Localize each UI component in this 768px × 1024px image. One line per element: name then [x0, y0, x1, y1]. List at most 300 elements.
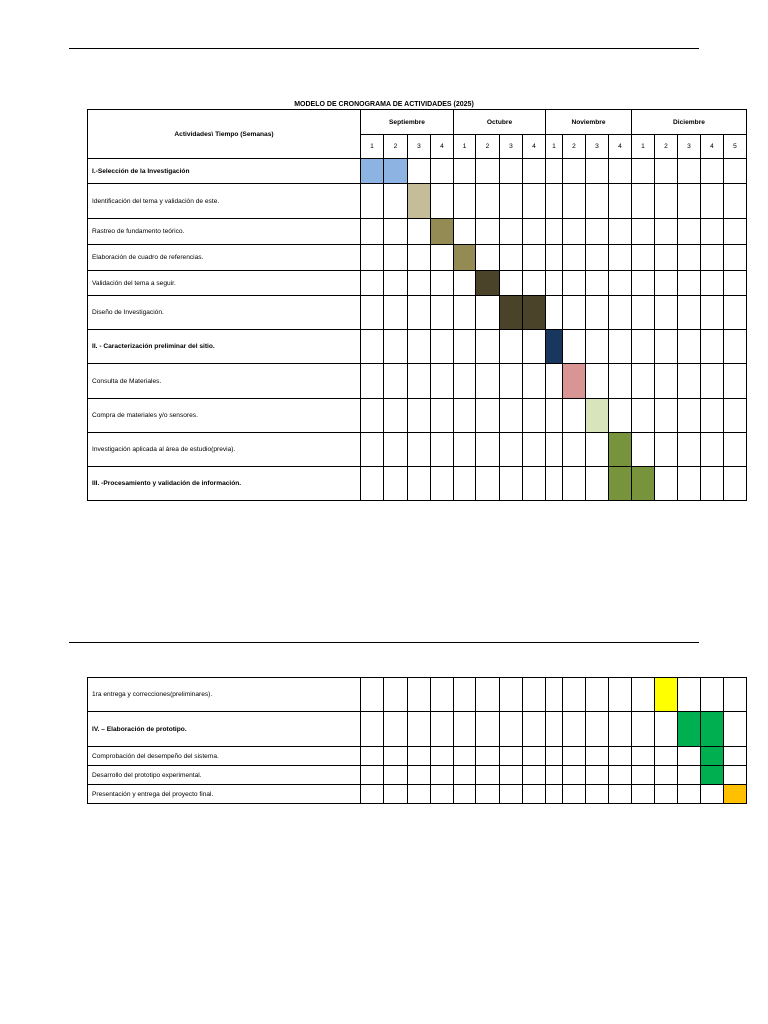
week-cell	[546, 747, 563, 766]
week-number: 1	[361, 135, 384, 159]
week-cell	[476, 296, 500, 330]
week-cell	[701, 296, 724, 330]
filled-week-cell	[701, 747, 724, 766]
week-cell	[546, 296, 563, 330]
week-cell	[724, 330, 747, 364]
week-cell	[384, 271, 408, 296]
week-cell	[609, 296, 632, 330]
filled-week-cell	[523, 296, 546, 330]
week-number: 1	[454, 135, 476, 159]
week-cell	[563, 296, 586, 330]
week-cell	[546, 785, 563, 804]
week-cell	[724, 467, 747, 501]
activity-label: Rastreo de fundamento teórico.	[88, 219, 361, 245]
week-cell	[500, 766, 523, 785]
week-cell	[384, 747, 408, 766]
activity-label: Consulta de Materiales.	[88, 364, 361, 399]
week-cell	[632, 184, 655, 219]
week-cell	[701, 433, 724, 467]
week-number: 3	[586, 135, 609, 159]
week-cell	[476, 467, 500, 501]
week-cell	[609, 245, 632, 271]
week-cell	[454, 467, 476, 501]
week-cell	[724, 245, 747, 271]
week-cell	[500, 330, 523, 364]
week-cell	[701, 678, 724, 712]
week-cell	[678, 330, 701, 364]
week-cell	[701, 159, 724, 184]
week-cell	[431, 184, 454, 219]
week-cell	[546, 678, 563, 712]
week-cell	[655, 712, 678, 747]
week-cell	[563, 219, 586, 245]
week-cell	[724, 159, 747, 184]
filled-week-cell	[724, 785, 747, 804]
activity-row	[88, 184, 747, 219]
week-cell	[523, 245, 546, 271]
week-cell	[655, 330, 678, 364]
week-cell	[384, 766, 408, 785]
week-cell	[546, 399, 563, 433]
week-number: 3	[678, 135, 701, 159]
week-cell	[632, 245, 655, 271]
week-cell	[701, 785, 724, 804]
month-header: Noviembre	[546, 110, 632, 135]
filled-week-cell	[632, 467, 655, 501]
week-cell	[454, 219, 476, 245]
week-cell	[523, 219, 546, 245]
week-cell	[724, 271, 747, 296]
week-cell	[476, 747, 500, 766]
schedule-table-continued	[87, 677, 747, 804]
week-cell	[523, 712, 546, 747]
week-cell	[500, 747, 523, 766]
week-cell	[586, 184, 609, 219]
week-cell	[724, 184, 747, 219]
week-cell	[361, 245, 384, 271]
week-cell	[701, 245, 724, 271]
week-cell	[632, 399, 655, 433]
week-cell	[500, 785, 523, 804]
activity-label: Desarrollo del prototipo experimental.	[88, 766, 361, 785]
week-cell	[632, 766, 655, 785]
activity-row	[88, 271, 747, 296]
week-cell	[586, 766, 609, 785]
filled-week-cell	[361, 159, 384, 184]
page-break-rule	[69, 642, 699, 643]
filled-week-cell	[476, 271, 500, 296]
week-cell	[361, 467, 384, 501]
week-cell	[678, 433, 701, 467]
week-cell	[546, 364, 563, 399]
week-cell	[586, 219, 609, 245]
week-cell	[546, 766, 563, 785]
week-number: 4	[523, 135, 546, 159]
week-cell	[523, 271, 546, 296]
week-cell	[546, 271, 563, 296]
week-cell	[655, 766, 678, 785]
week-cell	[563, 184, 586, 219]
activity-row	[88, 467, 747, 501]
month-header: Septiembre	[361, 110, 454, 135]
week-cell	[678, 785, 701, 804]
week-cell	[678, 364, 701, 399]
week-cell	[384, 399, 408, 433]
week-number: 2	[476, 135, 500, 159]
week-cell	[632, 330, 655, 364]
activity-row	[88, 433, 747, 467]
activity-row	[88, 159, 747, 184]
week-cell	[476, 159, 500, 184]
week-cell	[678, 159, 701, 184]
week-cell	[384, 785, 408, 804]
week-cell	[361, 184, 384, 219]
filled-week-cell	[500, 296, 523, 330]
month-header: Diciembre	[632, 110, 747, 135]
week-cell	[563, 245, 586, 271]
week-number: 5	[724, 135, 747, 159]
week-number: 4	[431, 135, 454, 159]
week-cell	[609, 678, 632, 712]
week-cell	[476, 245, 500, 271]
activity-row	[88, 364, 747, 399]
week-cell	[678, 467, 701, 501]
week-cell	[632, 271, 655, 296]
week-cell	[724, 219, 747, 245]
week-cell	[361, 330, 384, 364]
week-cell	[431, 766, 454, 785]
week-cell	[476, 678, 500, 712]
week-cell	[701, 271, 724, 296]
week-cell	[563, 330, 586, 364]
week-cell	[586, 364, 609, 399]
week-cell	[563, 159, 586, 184]
week-cell	[563, 433, 586, 467]
week-cell	[586, 712, 609, 747]
week-cell	[586, 433, 609, 467]
week-cell	[632, 747, 655, 766]
filled-week-cell	[408, 184, 431, 219]
week-cell	[655, 159, 678, 184]
week-cell	[678, 184, 701, 219]
week-cell	[476, 364, 500, 399]
week-cell	[563, 785, 586, 804]
week-number: 3	[408, 135, 431, 159]
week-cell	[408, 296, 431, 330]
week-cell	[500, 433, 523, 467]
week-cell	[431, 467, 454, 501]
filled-week-cell	[384, 159, 408, 184]
week-cell	[431, 330, 454, 364]
week-cell	[609, 330, 632, 364]
top-rule	[69, 48, 699, 49]
week-cell	[586, 245, 609, 271]
week-cell	[454, 712, 476, 747]
week-number: 1	[632, 135, 655, 159]
week-cell	[384, 219, 408, 245]
week-cell	[563, 271, 586, 296]
week-cell	[655, 785, 678, 804]
week-cell	[523, 159, 546, 184]
week-cell	[408, 364, 431, 399]
week-cell	[632, 678, 655, 712]
week-cell	[454, 678, 476, 712]
activity-row	[88, 245, 747, 271]
week-cell	[523, 399, 546, 433]
week-cell	[546, 433, 563, 467]
week-number: 2	[563, 135, 586, 159]
activity-row	[88, 330, 747, 364]
schedule-table	[87, 109, 747, 501]
week-cell	[586, 467, 609, 501]
week-cell	[454, 785, 476, 804]
week-cell	[500, 184, 523, 219]
week-cell	[500, 712, 523, 747]
week-cell	[563, 678, 586, 712]
week-number: 4	[609, 135, 632, 159]
filled-week-cell	[431, 219, 454, 245]
week-cell	[678, 245, 701, 271]
week-cell	[724, 296, 747, 330]
week-cell	[609, 766, 632, 785]
filled-week-cell	[609, 467, 632, 501]
week-cell	[500, 467, 523, 501]
week-cell	[701, 219, 724, 245]
week-cell	[655, 245, 678, 271]
week-cell	[563, 766, 586, 785]
activity-label: Validación del tema a seguir.	[88, 271, 361, 296]
week-cell	[678, 399, 701, 433]
activity-row	[88, 785, 747, 804]
week-number: 3	[500, 135, 523, 159]
week-cell	[586, 330, 609, 364]
week-cell	[454, 399, 476, 433]
filled-week-cell	[609, 433, 632, 467]
week-cell	[724, 399, 747, 433]
week-cell	[408, 433, 431, 467]
week-cell	[632, 159, 655, 184]
week-cell	[701, 467, 724, 501]
filled-week-cell	[546, 330, 563, 364]
week-cell	[361, 678, 384, 712]
week-cell	[408, 712, 431, 747]
week-cell	[609, 219, 632, 245]
week-cell	[454, 747, 476, 766]
week-cell	[724, 433, 747, 467]
week-cell	[655, 399, 678, 433]
week-cell	[523, 678, 546, 712]
filled-week-cell	[655, 678, 678, 712]
week-cell	[476, 330, 500, 364]
filled-week-cell	[678, 712, 701, 747]
activity-row	[88, 219, 747, 245]
week-cell	[431, 433, 454, 467]
week-number: 1	[546, 135, 563, 159]
week-cell	[632, 364, 655, 399]
week-cell	[476, 766, 500, 785]
week-cell	[384, 467, 408, 501]
week-cell	[408, 245, 431, 271]
week-cell	[476, 785, 500, 804]
week-cell	[563, 712, 586, 747]
week-cell	[546, 245, 563, 271]
week-cell	[361, 296, 384, 330]
week-cell	[655, 364, 678, 399]
month-header: Octubre	[454, 110, 546, 135]
week-cell	[384, 678, 408, 712]
week-cell	[431, 159, 454, 184]
week-cell	[454, 159, 476, 184]
week-cell	[476, 712, 500, 747]
week-cell	[408, 399, 431, 433]
activity-label: Elaboración de cuadro de referencias.	[88, 245, 361, 271]
page-title: MODELO DE CRONOGRAMA DE ACTIVIDADES (2025)	[294, 101, 474, 108]
activity-row	[88, 747, 747, 766]
week-cell	[500, 219, 523, 245]
week-cell	[431, 364, 454, 399]
week-cell	[655, 184, 678, 219]
week-cell	[384, 184, 408, 219]
week-cell	[408, 159, 431, 184]
week-cell	[361, 219, 384, 245]
phase-label: II. - Caracterización preliminar del sitio.	[88, 330, 361, 364]
activity-row	[88, 296, 747, 330]
activity-label: Investigación aplicada al área de estudio(previa).	[88, 433, 361, 467]
week-cell	[609, 712, 632, 747]
week-cell	[724, 364, 747, 399]
week-cell	[408, 747, 431, 766]
week-cell	[408, 219, 431, 245]
week-cell	[701, 399, 724, 433]
week-cell	[655, 467, 678, 501]
week-cell	[431, 271, 454, 296]
week-cell	[586, 159, 609, 184]
week-cell	[454, 364, 476, 399]
week-cell	[476, 184, 500, 219]
week-cell	[632, 433, 655, 467]
week-cell	[361, 271, 384, 296]
week-cell	[523, 184, 546, 219]
week-cell	[724, 747, 747, 766]
activity-row	[88, 712, 747, 747]
activity-row	[88, 399, 747, 433]
week-cell	[500, 159, 523, 184]
week-cell	[655, 271, 678, 296]
week-cell	[384, 330, 408, 364]
week-cell	[546, 184, 563, 219]
week-cell	[586, 747, 609, 766]
week-cell	[678, 747, 701, 766]
week-cell	[431, 245, 454, 271]
week-cell	[632, 785, 655, 804]
activity-label: Diseño de Investigación.	[88, 296, 361, 330]
week-cell	[523, 747, 546, 766]
week-cell	[523, 433, 546, 467]
week-cell	[431, 785, 454, 804]
week-cell	[563, 467, 586, 501]
week-cell	[678, 296, 701, 330]
week-cell	[655, 433, 678, 467]
week-cell	[609, 747, 632, 766]
week-cell	[500, 245, 523, 271]
week-cell	[361, 785, 384, 804]
week-cell	[632, 219, 655, 245]
week-cell	[454, 330, 476, 364]
week-cell	[476, 399, 500, 433]
activity-label: 1ra entrega y correcciones(preliminares).	[88, 678, 361, 712]
week-cell	[586, 678, 609, 712]
week-cell	[431, 399, 454, 433]
week-number: 2	[655, 135, 678, 159]
week-cell	[563, 747, 586, 766]
phase-label: IV. – Elaboración de prototipo.	[88, 712, 361, 747]
week-cell	[431, 296, 454, 330]
week-cell	[476, 433, 500, 467]
week-cell	[408, 785, 431, 804]
week-cell	[724, 678, 747, 712]
week-cell	[701, 330, 724, 364]
week-cell	[701, 184, 724, 219]
week-number: 2	[384, 135, 408, 159]
week-cell	[655, 747, 678, 766]
week-cell	[431, 712, 454, 747]
filled-week-cell	[454, 245, 476, 271]
activity-label: Identificación del tema y validación de este.	[88, 184, 361, 219]
week-cell	[454, 296, 476, 330]
week-cell	[384, 245, 408, 271]
week-cell	[586, 785, 609, 804]
week-cell	[500, 678, 523, 712]
week-cell	[586, 271, 609, 296]
week-cell	[500, 364, 523, 399]
week-cell	[563, 399, 586, 433]
week-cell	[361, 364, 384, 399]
week-cell	[361, 766, 384, 785]
activity-label: Compra de materiales y/o sensores.	[88, 399, 361, 433]
week-cell	[361, 399, 384, 433]
week-cell	[609, 159, 632, 184]
week-cell	[609, 184, 632, 219]
week-cell	[523, 467, 546, 501]
activity-label: Presentación y entrega del proyecto final.	[88, 785, 361, 804]
week-cell	[609, 785, 632, 804]
week-cell	[523, 785, 546, 804]
week-cell	[523, 766, 546, 785]
filled-week-cell	[563, 364, 586, 399]
week-cell	[384, 296, 408, 330]
week-cell	[384, 433, 408, 467]
phase-label: I.-Selección de la Investigación	[88, 159, 361, 184]
week-cell	[724, 712, 747, 747]
week-cell	[500, 271, 523, 296]
week-cell	[546, 159, 563, 184]
week-cell	[408, 766, 431, 785]
filled-week-cell	[701, 766, 724, 785]
week-cell	[678, 678, 701, 712]
week-cell	[523, 364, 546, 399]
week-cell	[408, 467, 431, 501]
week-cell	[655, 219, 678, 245]
week-cell	[431, 678, 454, 712]
week-cell	[546, 467, 563, 501]
week-cell	[678, 271, 701, 296]
week-cell	[632, 296, 655, 330]
week-cell	[408, 271, 431, 296]
week-cell	[431, 747, 454, 766]
week-cell	[609, 271, 632, 296]
week-cell	[408, 330, 431, 364]
week-cell	[454, 271, 476, 296]
